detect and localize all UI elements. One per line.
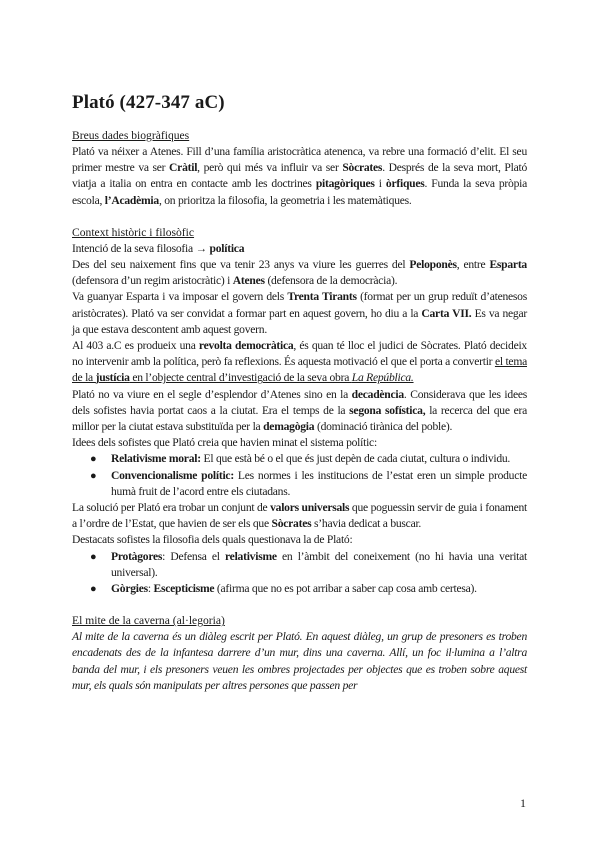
list-item: ● Gòrgies: Escepticisme (afirma que no es pot arribar a saber cap cosa amb certesa). (72, 581, 527, 597)
context-paragraph-4: Plató no va viure en el segle d’esplendor d’Atenes sino en la decadència. Considerava que les idees dels sofistes havia portat caos a la ciutat. Era el temps de la segona sofística, la recerca del que era millor per la ciutat estava substituïda per la demagògia (dominació tirànica del poble). (72, 387, 528, 434)
page-number: 1 (520, 796, 526, 810)
bullet-icon: ● (90, 550, 97, 563)
bio-paragraph: Plató va néixer a Atenes. Fill d’una família aristocràtica atenenca, va rebre una formació d’elit. El seu primer mestre va ser Cràtil, però qui més va influir va ser Sòcrates. Després de la seva mort, Plató viatja a italia on entra en contacte amb les doctrines pitagòriques i òrfiques. Funda la seva pròpia escola, l’Acadèmia, on prioritza la filosofia, la geometria i les matemàtiques. (72, 145, 527, 207)
section-heading-myth: El mite de la caverna (al·legoria) (72, 614, 225, 628)
page-title: Plató (427-347 aC) (72, 92, 225, 113)
intent-line: Intenció de la seva filosofia → política (72, 241, 245, 255)
context-paragraph-1: Des del seu naixement fins que va tenir 23 anys va viure les guerres del Peloponès, entre Esparta (defensora d’un regim aristocràtic) i Atenes (defensora de la democràcia). (72, 258, 527, 288)
context-paragraph-5: Idees dels sofistes que Plató creia que havien minat el sistema polític: (72, 436, 377, 450)
sophist-ideas-list (72, 451, 527, 500)
list-item: ● Protàgores: Defensa el relativisme en l’àmbit del coneixement (no hi havia una veritat universal). (90, 549, 528, 579)
context-paragraph-6: La solució per Plató era trobar un conjunt de valors universals que poguessin servir de guia i fonament a l’ordre de l’Estat, que havien de ser els que Sòcrates s’havia dedicat a buscar. (72, 501, 527, 531)
section-heading-bio: Breus dades biogràfiques (72, 129, 190, 142)
section-heading-context: Context històric i filosòfic (72, 225, 195, 239)
list-item: ● Convencionalisme polític: Les normes i les institucions de l’estat eren un simple producte humà fruit de l’acord entre els ciutadans. (90, 468, 527, 498)
page-content (72, 92, 527, 694)
myth-paragraph: Al mite de la caverna és un diàleg escrit per Plató. En aquest diàleg, un grup de presoners es troben encadenats des de la infantesa darrere d’un mur, dins una caverna. Allí, un foc il·lumina a l’altra banda del mur, i els presoners veuen les ombres projectades per objectes que es troben sobre aquest mur, els quals són manipulats per altres persones que passen per (72, 630, 527, 692)
context-paragraph-7: Destacats sofistes la filosofia dels quals questionava la de Plató: (72, 533, 353, 547)
list-item: ● Relativisme moral: El que està bé o el que és just depèn de cada ciutat, cultura o individu. (72, 451, 527, 467)
sophists-list (72, 549, 527, 598)
bullet-icon: ● (90, 453, 97, 466)
context-paragraph-2: Va guanyar Esparta i va imposar el govern dels Trenta Tirants (format per un grup reduït d’atenesos aristòcrates). Plató va ser convidat a formar part en aquest govern, ho diu a la Carta VII. Es va negar ja que estava descontent amb aquest govern. (72, 290, 527, 336)
context-paragraph-3: Al 403 a.C es produeix una revolta democràtica, és quan té lloc el judici de Sòcrates. Plató decideix no intervenir amb la política, però fa reflexions. És aquesta motivació el que el porta a convertir el tema de la justícia en l’objecte central d’investigació de la seva obra La República. (72, 339, 527, 385)
bullet-icon: ● (90, 583, 97, 596)
bullet-icon: ● (90, 469, 97, 482)
